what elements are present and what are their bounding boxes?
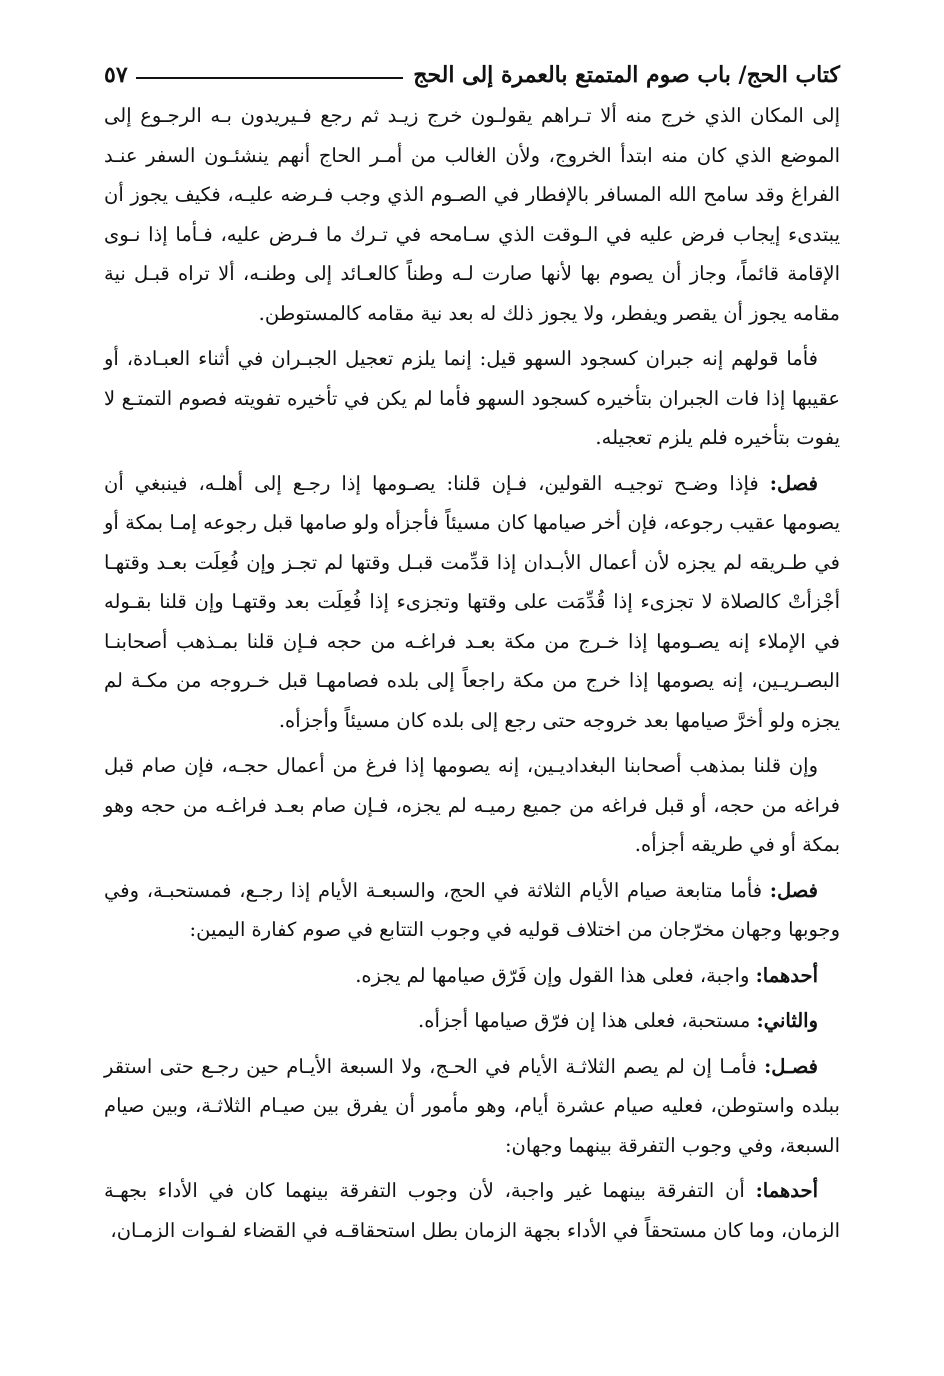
- paragraph-6: [104, 956, 840, 996]
- section-heading: فصـل:: [764, 1054, 818, 1078]
- paragraph-text: وإن قلنا بمذهب أصحابنا البغداديـين، إنه يصومها إذا فرغ من أعمال حجـه، فإن صام قبل فراغه من حجه، أو قبل فراغه من جميع رميـه لم يجزه، فـإن صام بعـد فراغـه من حجه وهو بمكة أو في طريقه أجزأه.: [104, 754, 840, 856]
- running-header: [104, 58, 840, 92]
- option-heading: أحدهما:: [755, 963, 818, 987]
- section-heading: فصل:: [769, 878, 818, 902]
- option-heading: أحدهما:: [755, 1179, 818, 1202]
- paragraph-9: [104, 1171, 840, 1250]
- paragraph-4: [104, 746, 840, 865]
- paragraph-text: واجبة، فعلى هذا القول وإن فَرّق صيامها لم يجزه.: [355, 963, 756, 987]
- body-text: [104, 96, 840, 1256]
- paragraph-2: [104, 339, 840, 458]
- page-number: ٥٧: [104, 62, 128, 88]
- paragraph-5: [104, 871, 840, 950]
- paragraph-text: فأما قولهم إنه جبران كسجود السهو قيل: إنما يلزم تعجيل الجبـران في أثناء العبـادة، أو عقيبها إذا فات الجبران بتأخيره كسجود السهو فأما لم يكن في تأخيره تفويته فصوم التمتـع لا يفوت بتأخيره فلم يلزم تعجيله.: [104, 347, 840, 449]
- header-rule: [136, 77, 404, 79]
- option-heading: والثاني:: [756, 1009, 818, 1032]
- paragraph-8: [104, 1047, 840, 1166]
- paragraph-7: [104, 1001, 840, 1041]
- paragraph-text: إلى المكان الذي خرج منه ألا تـراهم يقولـون خرج زيـد ثم رجع فـيريدون بـه الرجـوع إلى الموضع الذي كان منه ابتدأ الخروج، ولأن الغالب من أمـر الحاج أنهم ينشئـون السفر عنـد الفراغ وقد سامح الله المسافر بالإفطار في الصـوم الذي وجب فـرضه عليـه، فكيف يجوز أن يبتدىء إيجاب فرض عليه في الـوقت الذي سـامحه في تـرك ما فـرض عليه، فـأما إذا نـوى الإقامة قائماً، وجاز أن يصوم بها لأنها صارت لـه وطناً كالعـائد إلى وطنـه، ألا تراه قبـل نية مقامه يجوز أن يقصر ويفطر، ولا يجوز ذلك له بعد نية مقامه كالمستوطن.: [104, 104, 840, 325]
- paragraph-1: [104, 96, 840, 333]
- paragraph-text: مستحبة، فعلى هذا إن فرّق صيامها أجزأه.: [418, 1009, 757, 1032]
- paragraph-text: فأما متابعة صيام الأيام الثلاثة في الحج، والسبعـة الأيام إذا رجـع، فمستحبـة، وفي وجوبها وجهان مخرّجان من اختلاف قوليه في وجوب التتابع في صوم كفارة اليمين:: [104, 878, 840, 941]
- paragraph-text: فإذا وضـح توجيـه القولين، فـإن قلنا: يصـومها إذا رجـع إلى أهلـه، فينبغي أن يصومها عقيب رجوعه، فإن أخر صيامها كان مسيئاً فأجزأه ولو صامها قبل رجوعه إمـا بمكة أو في طـريقه لم يجزه لأن أعمال الأبـدان إذا قدِّمت قبـل وقتها لم تجـز وإن فُعِلَت بعـد وقتهـا أجْزأتْ كالصلاة لا تجزىء إذا قُدِّمَت على وقتها وتجزىء إذا فُعِلَت بعد وقتهـا وإن قلنا بقـوله في الإملاء إنه يصـومها إذا خـرج من مكة بعـد فراغـه من حجه فـإن قلنا بمـذهب أصحابنـا البصـريـين، إنه يصومها إذا خرج من مكة راجعاً إلى بلده فصامهـا قبل خـروجه من مكـة لم يجزه ولو أخرَّ صيامها بعد خروجه حتى رجع إلى بلده كان مسيئاً وأجزأه.: [104, 471, 840, 732]
- section-heading: فصل:: [769, 471, 818, 495]
- paragraph-text: فأمـا إن لم يصم الثلاثـة الأيام في الحـج، ولا السبعة الأيـام حين رجـع حتى استقر ببلده واستوطن، فعليه صيام عشرة أيام، وهو مأمور أن يفرق بين صيـام الثلاثـة، وبين صيام السبعة، وفي وجوب التفرقة بينهما وجهان:: [104, 1054, 840, 1157]
- paragraph-text: أن التفرقة بينهما غير واجبة، لأن وجوب التفرقة بينهما كان في الأداء بجهـة الزمان، وما كان مستحقاً في الأداء بجهة الزمان بطل استحقاقـه في القضاء لفـوات الزمـان،: [104, 1179, 840, 1242]
- paragraph-3: [104, 464, 840, 741]
- header-title: كتاب الحج/ باب صوم المتمتع بالعمرة إلى الحج: [413, 62, 840, 88]
